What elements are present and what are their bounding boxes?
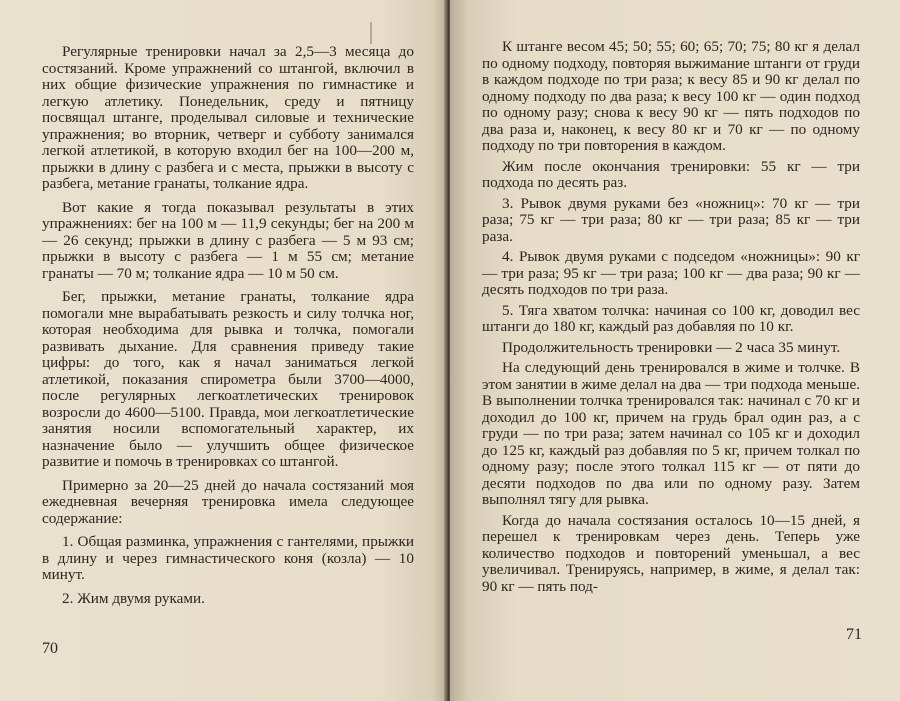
paragraph: Продолжительность тренировки — 2 часа 35 минут. [502,338,841,356]
pencil-mark [370,22,372,44]
paragraph: Регулярные тренировки начал за 2,5—3 месяца до состязаний. Кроме упражнений со штангой, включил в них общие физические упражнения по гимнастике и легкую атлетику. Понедельник, среду и пятницу посвящал штанге, проделывал силовые и технические упражнения; во вторник, четверг и субботу занимался легкой атлетикой, в которую входил бег на 100—200 м, прыжки в длину с разбега и с места, прыжки в высоту с разбега, метание гранаты, толкание ядра. [42,43,414,192]
paragraph: Вот какие я тогда показывал результаты в этих упражнениях: бег на 100 м — 11,9 секунды; бег на 200 м — 26 секунд; прыжки в длину с разбега — 5 м 93 см; прыжки в высоту с разбега — 1 м 55 см; метание гранаты — 70 м; толкание ядра — 10 м 50 см. [42,198,414,282]
paragraph: 4. Рывок двумя руками с подседом «ножницы»: 90 кг — три раза; 95 кг — три раза; 100 кг — два раза; 90 кг — десять подходов по три раза. [482,248,860,298]
paragraph: Бег, прыжки, метание гранаты, толкание ядра помогали мне вырабатывать резкость и силу толчка ног, которая необходима для рывка и толчка, помогали развивать дыхание. Для сравнения приведу такие цифры: до того, как я начал заниматься легкой атлетикой, показания спирометра были 3700—4000, после регулярных легкоатлетических тренировок возросли до 4600—5100. Правда, мои легкоатлетические занятия носили вспомогательный характер, их назначение было — улучшить общее физическое развитие и помочь в тренировках со штангой. [42,288,414,470]
paragraph: 1. Общая разминка, упражнения с гантелями, прыжки в длину и через гимнастического коня (козла) — 10 минут. [42,533,414,583]
right-page-text [482,39,860,599]
left-page [0,0,446,701]
paragraph: Примерно за 20—25 дней до начала состязаний моя ежедневная вечерняя тренировка имела следующее содержание: [42,476,414,527]
paragraph: 5. Тяга хватом толчка: начиная со 100 кг, доводил вес штанги до 180 кг, каждый раз добавляя по 10 кг. [482,301,860,335]
page-number: 70 [42,640,58,657]
page-number: 71 [846,626,862,643]
right-page [450,0,900,701]
paragraph: 3. Рывок двумя руками без «ножниц»: 70 кг — три раза; 75 кг — три раза; 80 кг — три раза; 85 кг — три раза. [482,194,860,245]
paragraph: Когда до начала состязания осталось 10—15 дней, я перешел к тренировкам через день. Теперь уже количество подходов и повторений уменьшал, а вес увеличивал. Тренируясь, например, в жиме, я делал так: 90 кг — пять под- [482,511,860,595]
left-page-text [42,44,414,614]
paragraph: К штанге весом 45; 50; 55; 60; 65; 70; 75; 80 кг я делал по одному подходу, повторяя выжимание штанги от груди в каждом подходе по три раза; к весу 85 и 90 кг делал по одному подходу по два раза; к весу 100 кг — один подход по одному разу; снова к весу 90 кг — пять подходов по два раза и, наконец, к весу 80 кг и 70 кг — по одному подходу по три повторения в каждом. [482,38,860,154]
paragraph: На следующий день тренировался в жиме и толчке. В этом занятии в жиме делал на два — три подхода меньше. В выполнении толчка тренировался так: начинал с 70 кг и доходил до 100 кг, причем на грудь брал один раз, а с груди — по три раза; затем начинал со 105 кг и доходил до 125 кг, каждый раз добавляя по 5 кг, причем толкал по одному разу; после этого толкал 115 кг — от пяти до десяти подходов по два или по одному разу. Затем выполнял тягу для рывка. [482,359,860,508]
paragraph: 2. Жим двумя руками. [62,589,205,607]
paragraph: Жим после окончания тренировки: 55 кг — три подхода по десять раз. [482,157,860,191]
